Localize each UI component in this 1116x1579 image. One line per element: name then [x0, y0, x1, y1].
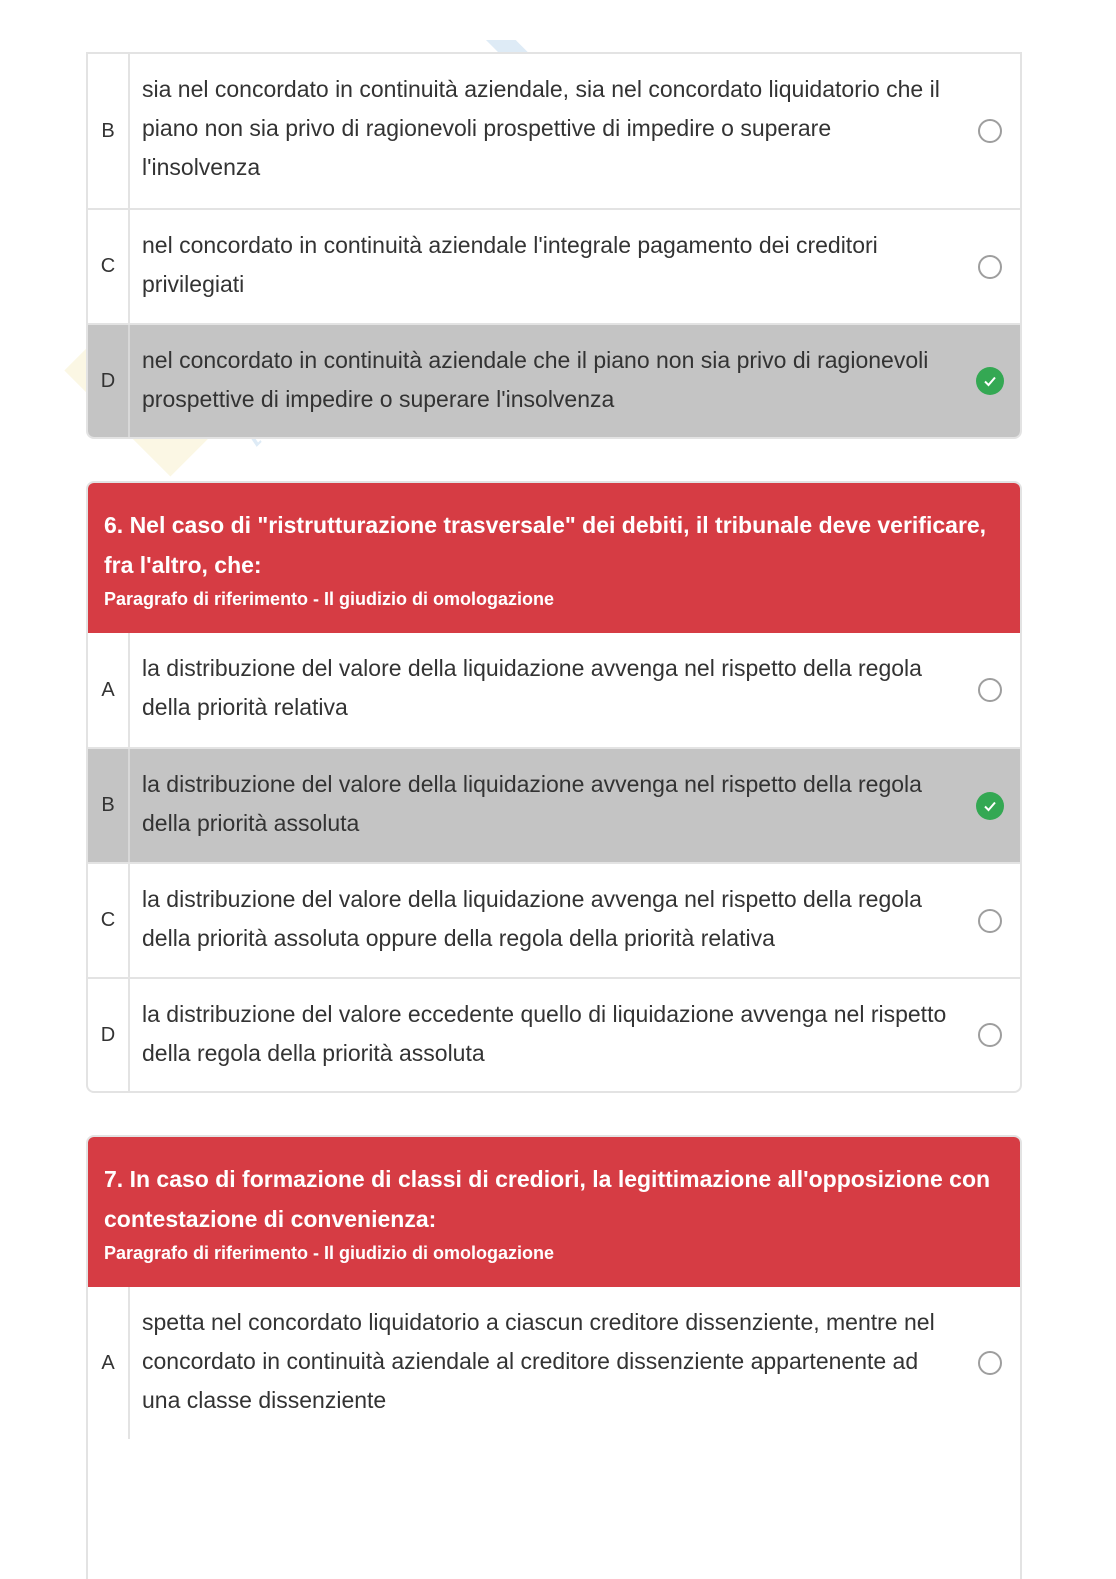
question-5-card	[86, 52, 1022, 439]
question-title: 6. Nel caso di "ristrutturazione trasversale" dei debiti, il tribunale deve verificare, fra l'altro, che:	[104, 512, 987, 578]
option-letter: D	[88, 979, 130, 1091]
option-letter: A	[88, 633, 130, 747]
check-icon	[976, 792, 1004, 820]
option-text: la distribuzione del valore della liquidazione avvenga nel rispetto della regola della priorità assoluta oppure della regola della priorità relativa	[142, 886, 922, 951]
option-row-correct[interactable]	[88, 747, 1020, 862]
option-text: sia nel concordato in continuità aziendale, sia nel concordato liquidatorio che il piano non sia privo di ragionevoli prospettive di impedire o superare l'insolvenza	[142, 76, 940, 180]
option-row[interactable]	[88, 862, 1020, 977]
radio-button[interactable]	[978, 1023, 1002, 1047]
option-letter: C	[88, 864, 130, 977]
check-icon	[976, 367, 1004, 395]
question-6-card	[86, 481, 1022, 1093]
radio-button[interactable]	[978, 255, 1002, 279]
option-row[interactable]	[88, 54, 1020, 208]
option-row[interactable]	[88, 1287, 1020, 1439]
option-text: nel concordato in continuità aziendale che il piano non sia privo di ragionevoli prospettive di impedire o superare l'insolvenza	[142, 347, 929, 412]
radio-button[interactable]	[978, 119, 1002, 143]
question-header	[88, 483, 1020, 633]
option-letter: B	[88, 749, 130, 862]
option-row[interactable]	[88, 633, 1020, 747]
option-text: spetta nel concordato liquidatorio a ciascun creditore dissenziente, mentre nel concordato in continuità aziendale al creditore dissenziente appartenente ad una classe dissenziente	[142, 1309, 935, 1413]
question-title: 7. In caso di formazione di classi di crediori, la legittimazione all'opposizione con contestazione di convenienza:	[104, 1166, 991, 1232]
option-text: la distribuzione del valore della liquidazione avvenga nel rispetto della regola della priorità relativa	[142, 655, 922, 720]
option-text: la distribuzione del valore eccedente quello di liquidazione avvenga nel rispetto della regola della priorità assoluta	[142, 1001, 947, 1066]
option-text: la distribuzione del valore della liquidazione avvenga nel rispetto della regola della priorità assoluta	[142, 771, 922, 836]
option-text: nel concordato in continuità aziendale l'integrale pagamento dei creditori privilegiati	[142, 232, 878, 297]
option-letter: A	[88, 1287, 130, 1439]
option-letter: D	[88, 325, 130, 437]
radio-button[interactable]	[978, 1351, 1002, 1375]
option-row[interactable]	[88, 977, 1020, 1091]
radio-button[interactable]	[978, 678, 1002, 702]
question-reference: Paragrafo di riferimento - Il giudizio di omologazione	[104, 589, 555, 609]
option-letter: B	[88, 54, 130, 208]
question-header	[88, 1137, 1020, 1287]
option-row-correct[interactable]	[88, 323, 1020, 437]
question-reference: Paragrafo di riferimento - Il giudizio di omologazione	[104, 1243, 555, 1263]
option-row[interactable]	[88, 208, 1020, 323]
radio-button[interactable]	[978, 909, 1002, 933]
question-7-card	[86, 1135, 1022, 1579]
option-letter: C	[88, 210, 130, 323]
